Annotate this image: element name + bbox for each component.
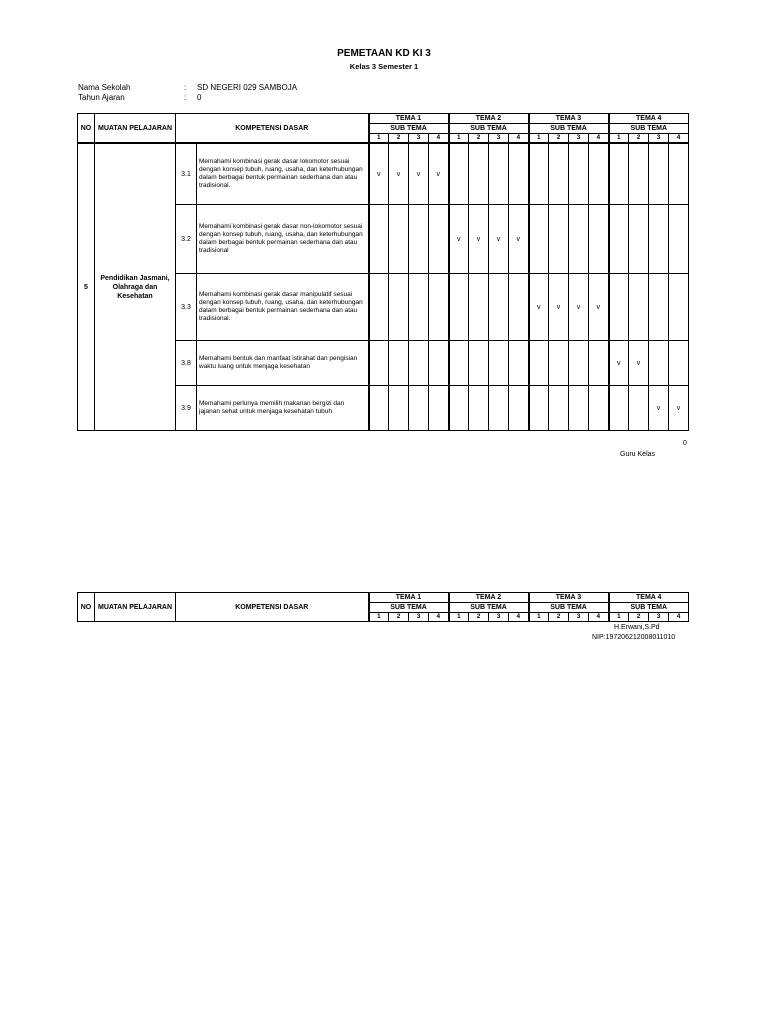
mark-cell <box>369 386 389 431</box>
info-label: Nama Sekolah <box>78 83 131 92</box>
mark-cell <box>629 274 649 341</box>
mark-cell <box>589 341 609 386</box>
signature-name: H.Erwani,S.Pd <box>614 624 660 631</box>
info-label: Tahun Ajaran <box>78 93 125 102</box>
kd-description: Memahami perlunya memilih makanan bergizi dan jajanan sehat untuk menjaga kesehatan tubuh <box>197 386 369 431</box>
header-sub-number: 2 <box>629 613 649 622</box>
mark-cell <box>469 274 489 341</box>
mark-cell: v <box>449 205 469 274</box>
header-sub-number: 1 <box>449 134 469 144</box>
mark-cell: v <box>669 386 689 431</box>
header-sub-number: 2 <box>629 134 649 144</box>
header-sub-number: 2 <box>549 613 569 622</box>
mark-cell <box>529 341 549 386</box>
mark-cell <box>449 274 469 341</box>
mark-cell <box>609 205 629 274</box>
mark-cell <box>569 205 589 274</box>
mark-cell <box>609 274 629 341</box>
mark-cell <box>529 205 549 274</box>
header-tema: TEMA 3 <box>529 114 609 124</box>
mark-cell <box>409 341 429 386</box>
mark-cell: v <box>409 143 429 205</box>
mark-cell <box>449 143 469 205</box>
mark-cell <box>409 386 429 431</box>
mark-cell <box>649 143 669 205</box>
info-value: 0 <box>197 93 202 102</box>
mark-cell <box>489 143 509 205</box>
header-sub-number: 1 <box>529 134 549 144</box>
mark-cell: v <box>429 143 449 205</box>
kd-code: 3.8 <box>176 341 197 386</box>
signature-nip: NIP:197206212008011010 <box>592 634 676 641</box>
mark-cell <box>509 341 529 386</box>
mark-cell: v <box>629 341 649 386</box>
kd-code: 3.1 <box>176 143 197 205</box>
header-sub-tema: SUB TEMA <box>369 124 449 134</box>
header-sub-number: 3 <box>649 134 669 144</box>
table-row <box>78 143 689 205</box>
repeat-header-table <box>77 592 689 622</box>
kd-code: 3.2 <box>176 205 197 274</box>
info-value: SD NEGERI 029 SAMBOJA <box>197 83 298 92</box>
header-tema: TEMA 4 <box>609 593 689 603</box>
mark-cell <box>629 386 649 431</box>
mark-cell <box>529 143 549 205</box>
header-kompetensi: KOMPETENSI DASAR <box>176 593 369 622</box>
mark-cell: v <box>509 205 529 274</box>
mark-cell: v <box>489 205 509 274</box>
header-tema: TEMA 4 <box>609 114 689 124</box>
mark-cell <box>609 143 629 205</box>
header-sub-number: 1 <box>609 613 629 622</box>
header-tema: TEMA 1 <box>369 593 449 603</box>
mark-cell <box>449 341 469 386</box>
header-sub-number: 2 <box>469 134 489 144</box>
mark-cell <box>389 341 409 386</box>
header-sub-tema: SUB TEMA <box>529 603 609 613</box>
mark-cell <box>509 274 529 341</box>
info-school <box>78 83 297 93</box>
info-separator: : <box>184 83 187 92</box>
mark-cell <box>469 143 489 205</box>
mark-cell <box>649 205 669 274</box>
info-year <box>78 93 201 103</box>
mark-cell <box>569 386 589 431</box>
mark-cell <box>369 205 389 274</box>
header-muatan: MUATAN PELAJARAN <box>95 593 176 622</box>
kd-mapping-table <box>77 113 689 431</box>
kd-code: 3.3 <box>176 274 197 341</box>
mark-cell <box>529 386 549 431</box>
mark-cell <box>509 386 529 431</box>
header-muatan: MUATAN PELAJARAN <box>95 114 176 144</box>
mark-cell <box>489 386 509 431</box>
header-sub-tema: SUB TEMA <box>609 124 689 134</box>
mark-cell: v <box>469 205 489 274</box>
mark-cell: v <box>549 274 569 341</box>
header-sub-number: 4 <box>669 613 689 622</box>
signature-date: 0 <box>683 440 687 447</box>
mark-cell <box>429 386 449 431</box>
header-sub-tema: SUB TEMA <box>529 124 609 134</box>
mark-cell <box>669 341 689 386</box>
header-sub-number: 4 <box>509 134 529 144</box>
header-sub-number: 3 <box>489 613 509 622</box>
mark-cell <box>549 341 569 386</box>
mark-cell: v <box>589 274 609 341</box>
header-sub-number: 1 <box>449 613 469 622</box>
kd-description: Memahami kombinasi gerak dasar non-lokomotor sesuai dengan konsep tubuh, ruang, usaha, dan keterhubungan dalam berbagai bentuk permainan sederhana dan atau tradisional <box>197 205 369 274</box>
mark-cell: v <box>569 274 589 341</box>
header-no: NO <box>78 593 95 622</box>
mark-cell: v <box>529 274 549 341</box>
header-sub-number: 3 <box>409 613 429 622</box>
header-sub-number: 3 <box>409 134 429 144</box>
mark-cell <box>489 341 509 386</box>
mark-cell <box>389 274 409 341</box>
header-sub-number: 2 <box>549 134 569 144</box>
header-no: NO <box>78 114 95 144</box>
header-sub-tema: SUB TEMA <box>449 124 529 134</box>
header-kompetensi: KOMPETENSI DASAR <box>176 114 369 144</box>
header-tema: TEMA 3 <box>529 593 609 603</box>
mark-cell <box>429 341 449 386</box>
mark-cell <box>429 274 449 341</box>
mark-cell <box>389 386 409 431</box>
header-sub-number: 2 <box>469 613 489 622</box>
mark-cell <box>549 205 569 274</box>
header-tema: TEMA 2 <box>449 114 529 124</box>
mark-cell <box>429 205 449 274</box>
page-title: PEMETAAN KD KI 3 <box>337 48 431 59</box>
mark-cell <box>389 205 409 274</box>
mark-cell <box>569 143 589 205</box>
kd-description: Memahami kombinasi gerak dasar manipulatif sesuai dengan konsep tubuh, ruang, usaha, dan keterhubungan dalam berbagai bentuk permainan sederhana dan atau tradisional. <box>197 274 369 341</box>
mark-cell <box>589 143 609 205</box>
header-sub-number: 3 <box>569 613 589 622</box>
mark-cell: v <box>649 386 669 431</box>
header-sub-number: 3 <box>569 134 589 144</box>
mark-cell <box>549 386 569 431</box>
mark-cell <box>669 274 689 341</box>
mark-cell <box>369 274 389 341</box>
header-sub-number: 2 <box>389 613 409 622</box>
header-tema: TEMA 1 <box>369 114 449 124</box>
mark-cell <box>369 341 389 386</box>
header-sub-number: 4 <box>589 613 609 622</box>
mark-cell <box>649 341 669 386</box>
kd-description: Memahami bentuk dan manfaat istirahat dan pengisian waktu luang untuk menjaga kesehatan <box>197 341 369 386</box>
mark-cell <box>589 386 609 431</box>
mark-cell <box>469 386 489 431</box>
header-sub-tema: SUB TEMA <box>449 603 529 613</box>
header-sub-tema: SUB TEMA <box>609 603 689 613</box>
header-sub-number: 4 <box>509 613 529 622</box>
mark-cell <box>629 143 649 205</box>
row-muatan: Pendidikan Jasmani, Olahraga dan Kesehatan <box>95 143 176 431</box>
header-sub-tema: SUB TEMA <box>369 603 449 613</box>
header-sub-number: 2 <box>389 134 409 144</box>
mark-cell <box>669 205 689 274</box>
mark-cell <box>449 386 469 431</box>
mark-cell <box>569 341 589 386</box>
row-number: 5 <box>78 143 95 431</box>
header-sub-number: 1 <box>369 134 389 144</box>
kd-description: Memahami kombinasi gerak dasar lokomotor sesuai dengan konsep tubuh, ruang, usaha, dan keterhubungan dalam berbagai bentuk permainan sederhana dan atau tradisional. <box>197 143 369 205</box>
mark-cell <box>609 386 629 431</box>
signature-role: Guru Kelas <box>620 451 656 458</box>
header-sub-number: 4 <box>429 613 449 622</box>
page-subtitle: Kelas 3 Semester 1 <box>349 62 419 71</box>
kd-code: 3.9 <box>176 386 197 431</box>
mark-cell: v <box>609 341 629 386</box>
mark-cell <box>509 143 529 205</box>
header-sub-number: 1 <box>369 613 389 622</box>
mark-cell <box>629 205 649 274</box>
mark-cell: v <box>369 143 389 205</box>
header-sub-number: 4 <box>589 134 609 144</box>
mark-cell <box>589 205 609 274</box>
header-sub-number: 3 <box>489 134 509 144</box>
mark-cell <box>549 143 569 205</box>
info-separator: : <box>184 93 187 102</box>
mark-cell <box>649 274 669 341</box>
mark-cell <box>409 274 429 341</box>
mark-cell <box>469 341 489 386</box>
header-sub-number: 1 <box>529 613 549 622</box>
header-sub-number: 4 <box>669 134 689 144</box>
header-sub-number: 1 <box>609 134 629 144</box>
header-sub-number: 3 <box>649 613 669 622</box>
mark-cell <box>669 143 689 205</box>
header-sub-number: 4 <box>429 134 449 144</box>
header-tema: TEMA 2 <box>449 593 529 603</box>
mark-cell <box>489 274 509 341</box>
mark-cell: v <box>389 143 409 205</box>
mark-cell <box>409 205 429 274</box>
